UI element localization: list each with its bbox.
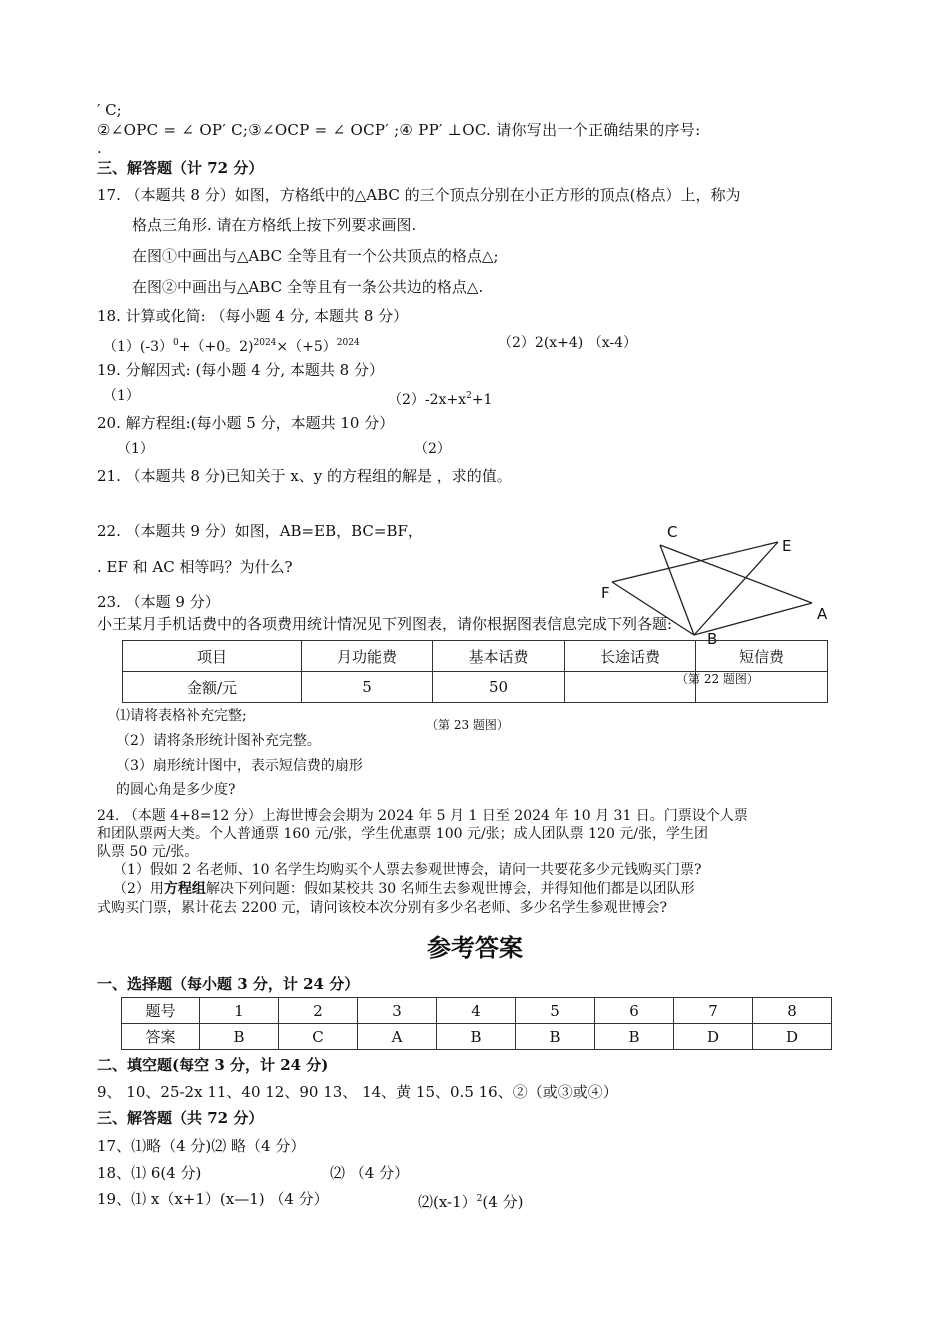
table-header-cell: 题号 [122, 998, 200, 1024]
answer-key-title: 参考答案 [427, 933, 523, 962]
question-22: 22. （本题共 9 分）如图，AB=EB，BC=BF， [97, 522, 423, 540]
text-line: 在图①中画出与△ABC 全等且有一个公共顶点的格点△; [132, 247, 499, 265]
question-19: 19. 分解因式: (每小题 4 分, 本题共 8 分） [97, 361, 384, 379]
fill-answers: 9、 10、25-2x 11、40 12、90 13、 14、黄 15、0.5 16、②（或③或④） [97, 1083, 618, 1101]
question-18-part1: （1）(-3）$^0$+（+0。$2)^{2024}\times(+5)^{2024}$ [103, 338, 360, 355]
text-line: 在图②中画出与△ABC 全等且有一条公共边的格点△. [132, 278, 484, 296]
text-line: 队票 50 元/张。 [97, 844, 199, 860]
table-cell: 5 [302, 672, 433, 703]
question-23: 23. （本题 9 分） [97, 593, 220, 611]
text-line: 和团队票两大类。个人普通票 160 元/张，学生优惠票 100 元/张；成人团队票 120 元/张，学生团 [97, 826, 709, 842]
table-header-cell: 基本话费 [433, 641, 565, 672]
question-18: 18. 计算或化简: （每小题 4 分, 本题共 8 分） [97, 307, 409, 325]
question-21: 21. （本题共 8 分)已知关于 x、y 的方程组的解是 ，求的值。 [97, 467, 512, 485]
question-24: 24. （本题 4+8=12 分）上海世博会会期为 2024 年 5 月 1 日至 2024 年 10 月 31 日。门票设个人票 [97, 808, 748, 824]
point-label-b: B [707, 630, 718, 648]
text-line: 小王某月手机话费中的各项费用统计情况见下列图表，请你根据图表信息完成下列各题: [97, 615, 673, 633]
question-18-part2: （2）2(x+4) （x-4） [498, 335, 638, 351]
table-cell: B [200, 1024, 279, 1050]
table-cell: 答案 [122, 1024, 200, 1050]
table-header-cell: 长途话费 [565, 641, 696, 672]
table-header-cell: 项目 [123, 641, 302, 672]
table-cell: B [437, 1024, 516, 1050]
point-label-e: E [782, 537, 792, 555]
text-line: （2）请将条形统计图补充完整。 [116, 733, 321, 749]
table-cell: B [516, 1024, 595, 1050]
answer-19-part2: ⑵(x-1）$^2$(4 分) [418, 1193, 524, 1211]
point-label-a: A [817, 605, 828, 623]
line-BE [694, 542, 778, 635]
table-cell: 金额/元 [123, 672, 302, 703]
answer-19-part1: 19、⑴ x（x+1）(x—1) （4 分） [97, 1190, 329, 1208]
question-19-part1: （1） [103, 388, 140, 404]
table-header-cell: 8 [753, 998, 832, 1024]
text-line: ′ C; [97, 101, 122, 119]
text-line: （1）假如 2 名老师、10 名学生均购买个人票去参观世博会，请问一共要花多少元钱购买门票? [113, 862, 702, 878]
text-line: . [97, 139, 102, 157]
question-20: 20. 解方程组:(每小题 5 分，本题共 10 分） [97, 414, 395, 432]
figure-caption-22: （第 22 题图） [676, 672, 759, 686]
text-line: 的圆心角是多少度? [116, 782, 236, 798]
table-header-cell: 2 [279, 998, 358, 1024]
question-20-part1: （1） [117, 441, 154, 457]
answer-table [121, 997, 832, 1050]
table-cell: C [279, 1024, 358, 1050]
section-heading: 三、解答题（共 72 分） [97, 1109, 264, 1127]
question-19-part2: $(2)-2x+x^2+1$ [388, 391, 493, 408]
point-label-f: F [601, 584, 610, 602]
text-line: ⑴请将表格补充完整; [116, 708, 247, 724]
text-line: 格点三角形. 请在方格纸上按下列要求画图. [132, 216, 417, 234]
table-header-cell: 1 [200, 998, 279, 1024]
table-cell: A [358, 1024, 437, 1050]
table-cell: D [674, 1024, 753, 1050]
table-row [122, 1024, 832, 1050]
section-heading: 三、解答题（计 72 分） [97, 159, 264, 177]
table-header-cell: 6 [595, 998, 674, 1024]
table-cell: 50 [433, 672, 565, 703]
question-20-part2: （2） [414, 441, 451, 457]
text-line: 式购买门票，累计花去 2200 元，请问该校本次分别有多少名老师、多少名学生参观世博会? [97, 900, 668, 916]
table-cell: D [753, 1024, 832, 1050]
answer-18-part1: 18、⑴ 6(4 分) [97, 1164, 202, 1182]
table-header-cell: 7 [674, 998, 753, 1024]
answer-18-part2: ⑵ （4 分） [330, 1164, 410, 1182]
point-label-c: C [667, 523, 678, 541]
table-header-cell: 4 [437, 998, 516, 1024]
table-row [122, 998, 832, 1024]
answer-17: 17、⑴略（4 分)⑵ 略（4 分） [97, 1137, 306, 1155]
text-line: （2）用方程组解决下列问题：假如某校共 30 名师生去参观世博会，并得知他们都是以团队形 [113, 881, 695, 897]
section-heading: 二、填空题(每空 3 分，计 24 分) [97, 1056, 329, 1074]
line-FE [612, 542, 778, 582]
text-line: . EF 和 AC 相等吗？为什么? [97, 558, 293, 576]
text-line: ②∠OPC = ∠ OP′ C;③∠OCP = ∠ OCP′ ;④ PP′ ⊥OC. 请你写出一个正确结果的序号: [97, 121, 701, 139]
table-header-cell: 月功能费 [302, 641, 433, 672]
table-header-cell: 3 [358, 998, 437, 1024]
table-header-cell: 5 [516, 998, 595, 1024]
table-cell: B [595, 1024, 674, 1050]
question-17: 17. （本题共 8 分）如图，方格纸中的△ABC 的三个顶点分别在小正方形的顶点(格点）上，称为 [97, 186, 741, 204]
text-line: （3）扇形统计图中，表示短信费的扇形 [116, 758, 363, 774]
table-header-cell: 短信费 [696, 641, 828, 672]
figure-caption-23: （第 23 题图） [426, 718, 509, 732]
section-heading: 一、选择题（每小题 3 分，计 24 分） [97, 975, 360, 993]
table-row [123, 641, 828, 672]
